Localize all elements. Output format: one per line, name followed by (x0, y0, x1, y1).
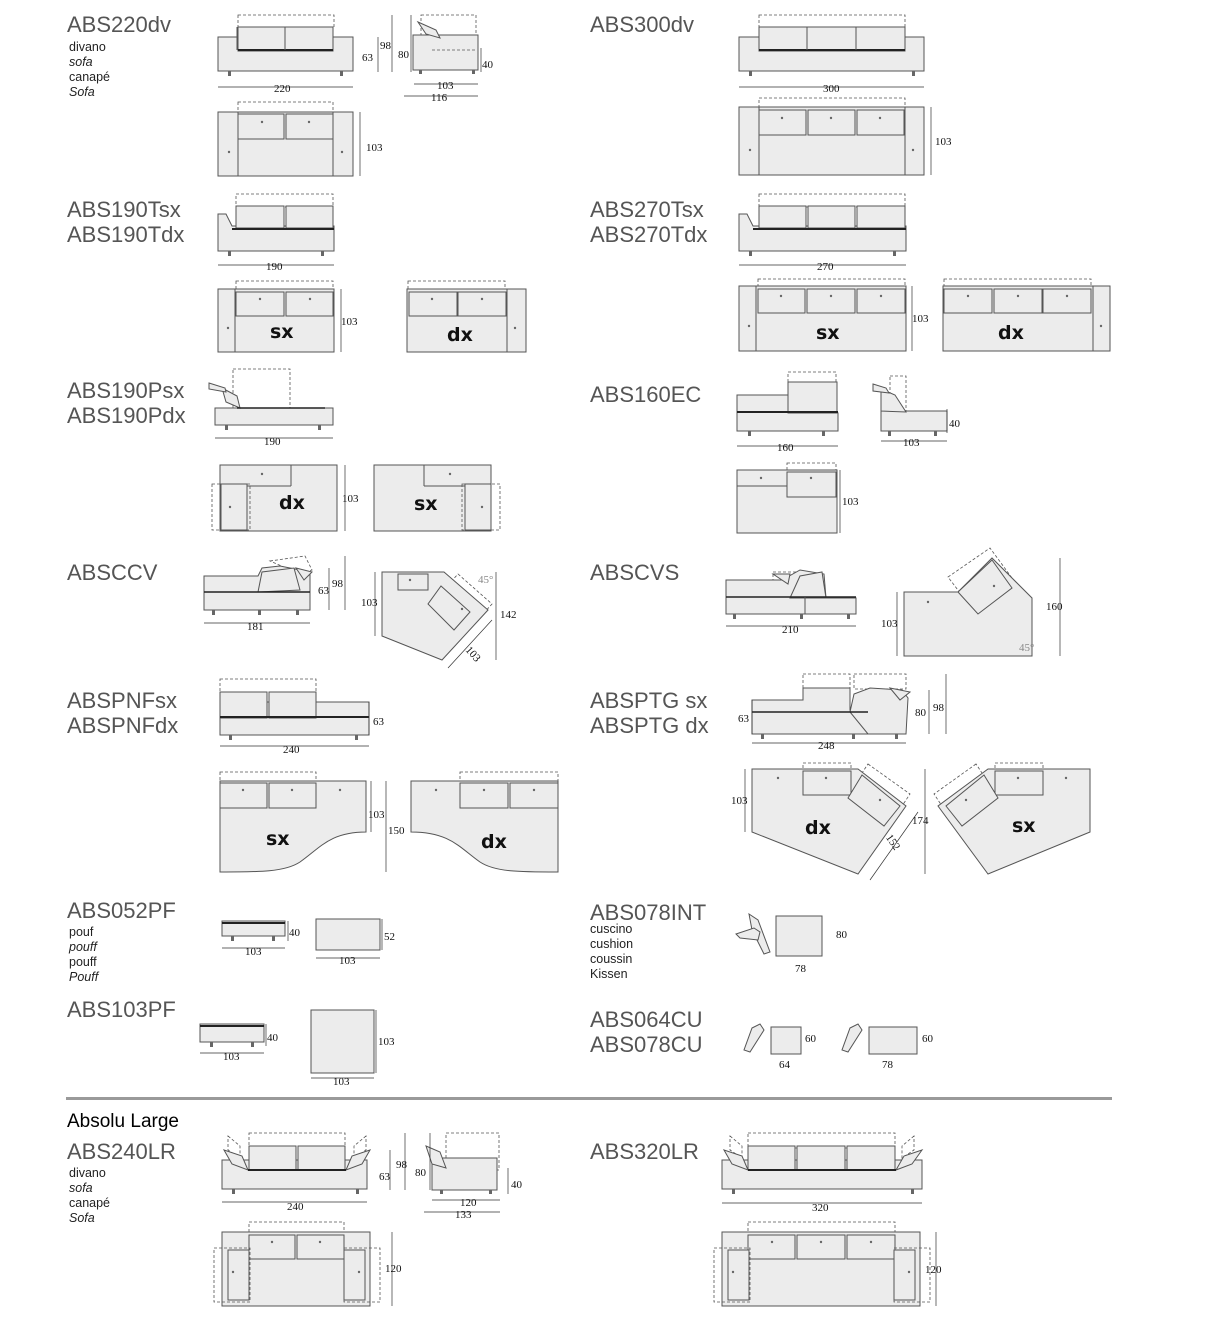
dim-width: 103 (223, 1051, 240, 1063)
desc-fr: pouff (69, 955, 97, 969)
model-code-abs270tdx: ABS270Tdx (590, 222, 708, 247)
model-code-absptgdx: ABSPTG dx (590, 713, 709, 738)
model-code-absccv: ABSCCV (67, 560, 158, 585)
dim-width: 320 (812, 1202, 829, 1214)
dim-plan-depth: 103 (341, 316, 358, 328)
drawing-abs103pf (200, 1010, 395, 1088)
drawing-abs300dv (739, 15, 952, 175)
model-code-abspnfsx: ABSPNFsx (67, 688, 178, 713)
model-code-abs240lr: ABS240LR (67, 1139, 176, 1164)
drawing-abscu (744, 1024, 934, 1071)
dim-side-depth: 103 (903, 437, 920, 449)
dim-height-total: 98 (933, 702, 944, 714)
dim-plan-diag: 152 (883, 832, 903, 853)
dim-plan-height: 174 (912, 815, 929, 827)
drawing-absptg (731, 674, 1090, 880)
dim-large-width: 78 (882, 1059, 893, 1071)
dim-width: 160 (777, 442, 794, 454)
dim-plan-depth: 103 (342, 493, 359, 505)
dim-height-total: 98 (332, 578, 343, 590)
model-code-abs300dv: ABS300dv (590, 12, 694, 37)
drawing-abs240lr (214, 1133, 523, 1306)
dim-plan-depth: 103 (912, 313, 929, 325)
dim-plan-height: 160 (1046, 601, 1063, 613)
dim-height-back: 63 (738, 713, 749, 725)
desc-fr: coussin (590, 952, 633, 966)
dim-plan-depth-max: 150 (388, 825, 405, 837)
side-label-dx: dx (279, 492, 305, 514)
model-code-abs190tsx: ABS190Tsx (67, 197, 181, 222)
desc-it: pouf (69, 925, 94, 939)
drawing-abs190p (209, 369, 500, 531)
dim-seat-depth: 103 (437, 80, 454, 92)
dim-seat-height: 40 (511, 1179, 522, 1191)
dim-height-total: 98 (380, 40, 391, 52)
dim-width: 240 (287, 1201, 304, 1213)
dim-width-plan: 103 (339, 955, 356, 967)
dim-height-back: 63 (373, 716, 384, 728)
side-label-dx: dx (481, 831, 507, 853)
desc-fr: canapé (69, 1196, 111, 1210)
dim-width: 190 (266, 261, 283, 273)
side-label-sx: sx (266, 828, 290, 850)
dim-plan-depth: 52 (384, 931, 395, 943)
dim-height-total: 98 (396, 1159, 407, 1171)
dim-seat-depth: 120 (460, 1197, 477, 1209)
dim-width: 210 (782, 624, 799, 636)
dim-height: 40 (267, 1032, 278, 1044)
model-code-abs078int: ABS078INT (590, 900, 707, 925)
side-label-sx: sx (1012, 815, 1036, 837)
dim-side-height: 80 (398, 49, 409, 61)
dim-plan-depth: 103 (378, 1036, 395, 1048)
model-code-abs190pdx: ABS190Pdx (67, 403, 186, 428)
model-code-abscvs: ABSCVS (590, 560, 680, 585)
model-code-abspnfdx: ABSPNFdx (67, 713, 179, 738)
model-code-abs190psx: ABS190Psx (67, 378, 185, 403)
dim-plan-diag: 142 (500, 609, 517, 621)
model-code-abs270tsx: ABS270Tsx (590, 197, 704, 222)
drawing-abs160ec (737, 372, 961, 533)
angle-label: 45° (478, 574, 494, 586)
drawing-abspnf (220, 679, 558, 872)
dim-width: 78 (795, 963, 806, 975)
drawing-abs220dv (218, 15, 494, 176)
dim-plan-side: 103 (462, 644, 483, 665)
model-code-abs320lr: ABS320LR (590, 1139, 699, 1164)
model-code-abs220dv: ABS220dv (67, 12, 171, 37)
desc-en: pouff (69, 940, 97, 954)
dim-large-height: 60 (922, 1033, 933, 1045)
dim-height-back: 63 (379, 1171, 390, 1183)
dim-plan-depth: 103 (731, 795, 748, 807)
side-label-sx: sx (816, 322, 840, 344)
dim-height-back: 63 (362, 52, 373, 64)
dim-width: 103 (245, 946, 262, 958)
dim-plan-depth: 103 (881, 618, 898, 630)
desc-fr: canapé (69, 70, 111, 84)
dim-plan-depth: 103 (842, 496, 859, 508)
dim-width: 181 (247, 621, 264, 633)
dim-width-plan: 103 (333, 1076, 350, 1088)
dim-depth-total: 116 (431, 92, 448, 104)
desc-de: Sofa (69, 85, 95, 99)
drawing-abs190t (218, 194, 526, 352)
dim-plan-depth: 103 (366, 142, 383, 154)
dim-plan-depth: 103 (935, 136, 952, 148)
dim-plan-depth: 120 (925, 1264, 942, 1276)
dim-width: 300 (823, 83, 840, 95)
drawing-absccv (204, 556, 517, 668)
model-code-abs064cu: ABS064CU (590, 1007, 703, 1032)
dim-seat-height: 40 (949, 418, 960, 430)
model-code-abs160ec: ABS160EC (590, 382, 702, 407)
desc-en: sofa (69, 1181, 93, 1195)
dim-depth-total: 133 (455, 1209, 472, 1221)
dim-plan-depth: 103 (361, 597, 378, 609)
desc-de: Pouff (69, 970, 99, 984)
section-title-absolu-large: Absolu Large (67, 1111, 179, 1132)
model-code-abs078cu: ABS078CU (590, 1032, 703, 1057)
dim-width: 240 (283, 744, 300, 756)
desc-it: cuscino (590, 922, 633, 936)
model-code-abs103pf: ABS103PF (67, 997, 176, 1022)
dim-height-back: 63 (318, 585, 329, 597)
side-label-dx: dx (805, 817, 831, 839)
desc-de: Kissen (590, 967, 628, 981)
dim-width: 270 (817, 261, 834, 273)
dim-small-width: 64 (779, 1059, 790, 1071)
dim-width: 220 (274, 83, 291, 95)
drawing-abscvs (726, 548, 1063, 656)
model-code-abs190tdx: ABS190Tdx (67, 222, 185, 247)
dim-seat-height: 40 (482, 59, 493, 71)
dim-side-height: 80 (415, 1167, 426, 1179)
dim-side-height: 80 (915, 707, 926, 719)
side-label-dx: dx (998, 322, 1024, 344)
side-label-sx: sx (414, 493, 438, 515)
desc-it: divano (69, 40, 106, 54)
dim-plan-depth: 120 (385, 1263, 402, 1275)
desc-en: cushion (590, 937, 634, 951)
dim-height: 40 (289, 927, 300, 939)
desc-de: Sofa (69, 1211, 95, 1225)
drawing-abs270t (739, 194, 1110, 351)
dim-height: 80 (836, 929, 847, 941)
drawing-abs320lr (714, 1133, 942, 1306)
dim-width: 190 (264, 436, 281, 448)
side-label-sx: sx (270, 321, 294, 343)
desc-en: sofa (69, 55, 93, 69)
drawing-abs078int (736, 914, 848, 975)
dim-plan-depth: 103 (368, 809, 385, 821)
model-code-abs052pf: ABS052PF (67, 898, 176, 923)
dim-width: 248 (818, 740, 835, 752)
desc-it: divano (69, 1166, 106, 1180)
dim-small-height: 60 (805, 1033, 816, 1045)
angle-label: 45° (1019, 642, 1035, 654)
side-label-dx: dx (447, 324, 473, 346)
model-code-absptgsx: ABSPTG sx (590, 688, 708, 713)
drawing-abs052pf (222, 919, 395, 967)
